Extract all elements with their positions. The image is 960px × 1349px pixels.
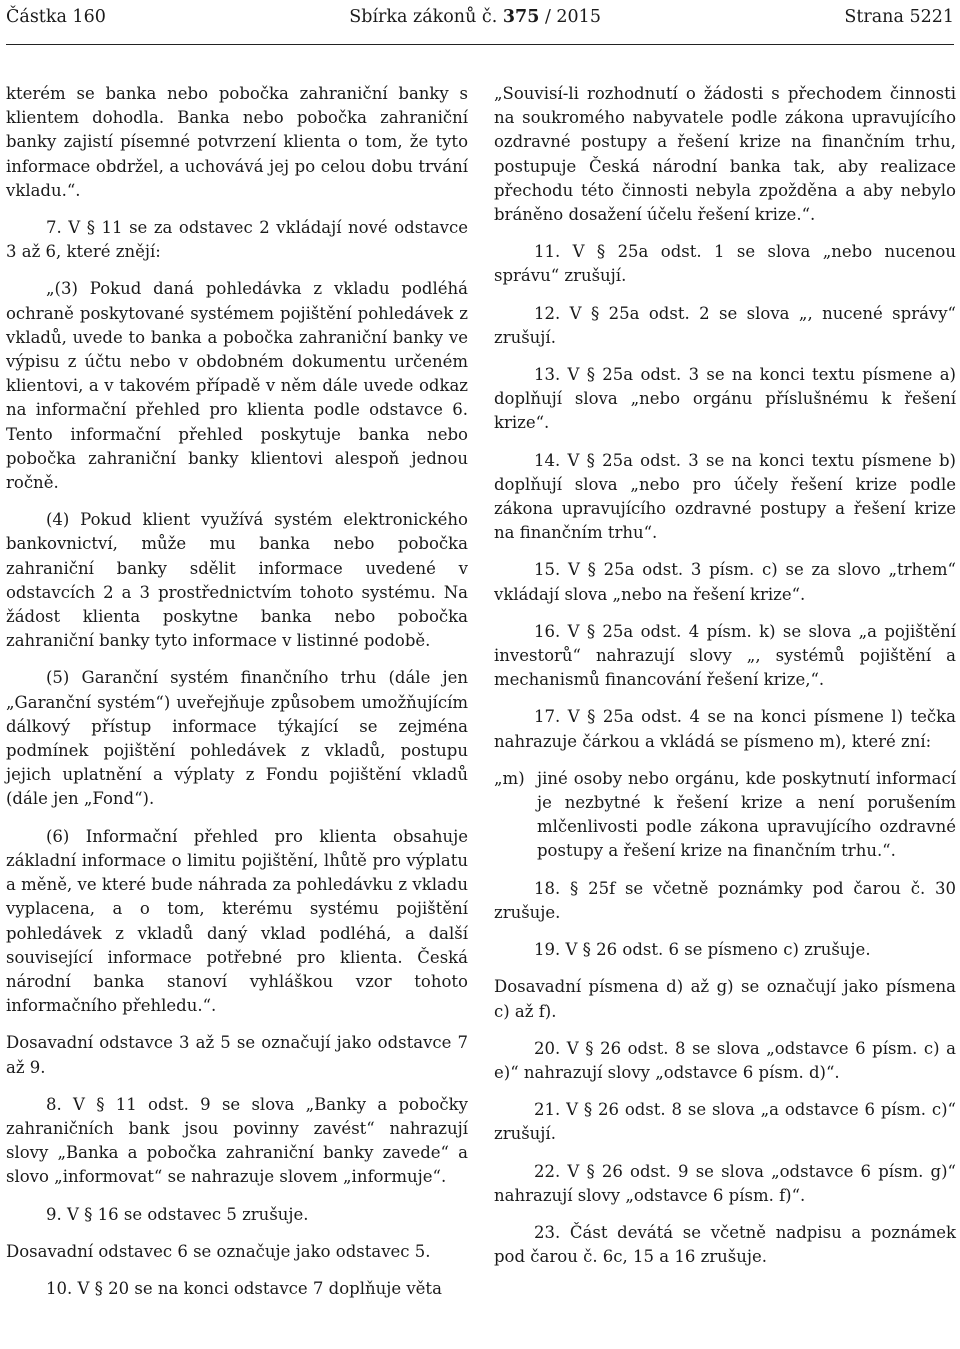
left-paragraph: 7. V § 11 se za odstavec 2 vkládají nové odstavce 3 až 6, které znějí: <box>6 218 468 262</box>
left-paragraph: 8. V § 11 odst. 9 se slova „Banky a pobočky zahraničních bank jsou povinny zavést“ nahrazují slovy „Banka a pobočka zahraniční banky zavede“ a slovo „informovat“ se nahrazuje slovem „informuje“. <box>6 1094 468 1187</box>
left-paragraph: (6) Informační přehled pro klienta obsahuje základní informace o limitu pojištění, lhůtě pro výplatu a měně, ve které bude náhrada za pohledávku z vkladu vyplacena, a o tom, kterému systému pojištění pohledávek z vkladů daný vklad podléhá, a další související informace potřebné pro klienta. Česká národní banka stanoví vyhláškou vzor tohoto informačního přehledu.“. <box>6 826 468 1016</box>
right-paragraph: 13. V § 25a odst. 3 se na konci textu písmene a) doplňují slova „nebo orgánu příslušnému k řešení krize“. <box>494 365 956 433</box>
part-number: Částka 160 <box>6 7 106 27</box>
right-paragraph: 11. V § 25a odst. 1 se slova „nebo nucenou správu“ zrušují. <box>494 242 956 286</box>
collection-year: / 2015 <box>544 7 601 27</box>
right-paragraph: 12. V § 25a odst. 2 se slova „, nucené správy“ zrušují. <box>494 303 956 347</box>
right-paragraph: 22. V § 26 odst. 9 se slova „odstavce 6 písm. g)“ nahrazují slovy „odstavce 6 písm. f)“. <box>494 1161 956 1205</box>
right-paragraph: 17. V § 25a odst. 4 se na konci písmene l) tečka nahrazuje čárkou a vkládá se písmeno m), které zní: <box>494 707 956 751</box>
right-paragraph: 14. V § 25a odst. 3 se na konci textu písmene b) doplňují slova „nebo pro účely řešení krize podle zákona upravujícího ozdravné postupy a řešení krize na finančním trhu“. <box>494 450 956 543</box>
right-paragraph: Dosavadní písmena d) až g) se označují jako písmena c) až f). <box>494 977 956 1021</box>
left-paragraph: (4) Pokud klient využívá systém elektronického bankovnictví, může mu banka nebo pobočka zahraniční banky sdělit informace uvedené v odstavcích 2 a 3 prostřednictvím tohoto systému. Na žádost klienta poskytne banka nebo pobočka zahraniční banky tyto informace v listinné podobě. <box>6 510 468 651</box>
item-text: jiné osoby nebo orgánu, kde poskytnutí informací je nezbytné k řešení krize a není porušením mlčenlivosti podle zákona upravujícího ozdravné postupy a řešení krize na finančním trhu.“. <box>537 768 956 861</box>
right-paragraph: 23. Část devátá se včetně nadpisu a poznámek pod čarou č. 6c, 15 a 16 zrušuje. <box>494 1222 956 1267</box>
left-column <box>6 82 468 1314</box>
right-paragraph: 19. V § 26 odst. 6 se písmeno c) zrušuje. <box>534 940 871 960</box>
item-label: „m) <box>494 768 525 788</box>
header-rule <box>6 44 954 45</box>
right-paragraph: 20. V § 26 odst. 8 se slova „odstavce 6 písm. c) a e)“ nahrazují slovy „odstavce 6 písm. d)“. <box>494 1038 956 1082</box>
left-paragraph: Dosavadní odstavce 3 až 5 se označují jako odstavce 7 až 9. <box>6 1033 468 1077</box>
left-paragraph: 10. V § 20 se na konci odstavce 7 doplňuje věta <box>46 1278 442 1298</box>
left-paragraph: Dosavadní odstavec 6 se označuje jako odstavec 5. <box>6 1241 431 1261</box>
right-paragraph: 16. V § 25a odst. 4 písm. k) se slova „a pojištění investorů“ nahrazují slovy „, systémů pojištění a mechanismů financování řešení krize,“. <box>494 621 956 690</box>
right-paragraph: 18. § 25f se včetně poznámky pod čarou č. 30 zrušuje. <box>494 878 956 922</box>
left-paragraph: kterém se banka nebo pobočka zahraniční banky s klientem dohodla. Banka nebo pobočka zahraniční banky zajistí písemné potvrzení klienta o tom, že tyto informace obdržel, a uchovává jej po celou dobu trvání vkladu.“. <box>6 84 468 200</box>
page-header <box>6 4 954 30</box>
left-paragraph: 9. V § 16 se odstavec 5 zrušuje. <box>46 1204 309 1224</box>
right-paragraph: „Souvisí-li rozhodnutí o žádosti s přechodem činnosti na soukromého nabyvatele podle zákona upravujícího ozdravné postupy a řešení krize na finančním trhu, postupuje Česká národní banka tak, aby realizace přechodu této činnosti nebyla zpožděna a aby nebylo bráněno dosažení účelu řešení krize.“. <box>494 84 956 225</box>
left-paragraph: (5) Garanční systém finančního trhu (dále jen „Garanční systém“) uveřejňuje způsobem umožňujícím dálkový přístup informace týkající se zejména podmínek pojištění pohledávek z vkladů, postupu jejich uplatnění a výplaty z Fondu pojištění vkladů (dále jen „Fond“). <box>6 668 468 809</box>
collection-reference <box>349 7 601 27</box>
collection-number: 375 <box>502 7 540 27</box>
collection-prefix: Sbírka zákonů č. <box>349 7 498 27</box>
right-paragraph: 15. V § 25a odst. 3 písm. c) se za slovo „trhem“ vkládají slova „nebo na řešení krize“. <box>494 560 956 604</box>
right-paragraph: 21. V § 26 odst. 8 se slova „a odstavce 6 písm. c)“ zrušují. <box>494 1100 956 1144</box>
right-column <box>494 82 956 1282</box>
page-number: Strana 5221 <box>844 7 954 27</box>
right-hanging-item <box>494 767 956 864</box>
left-paragraph: „(3) Pokud daná pohledávka z vkladu podléhá ochraně poskytované systémem pojištění pohledávek z vkladů, uvede to banka a pobočka zahraniční banky ve výpisu z účtu nebo v obdobném dokumentu určeném klientovi, a v takovém případě v něm dále uvede odkaz na informační přehled pro klienta podle odstavce 6. Tento informační přehled poskytuje banka nebo pobočka zahraniční banky klientovi alespoň jednou ročně. <box>6 279 468 493</box>
